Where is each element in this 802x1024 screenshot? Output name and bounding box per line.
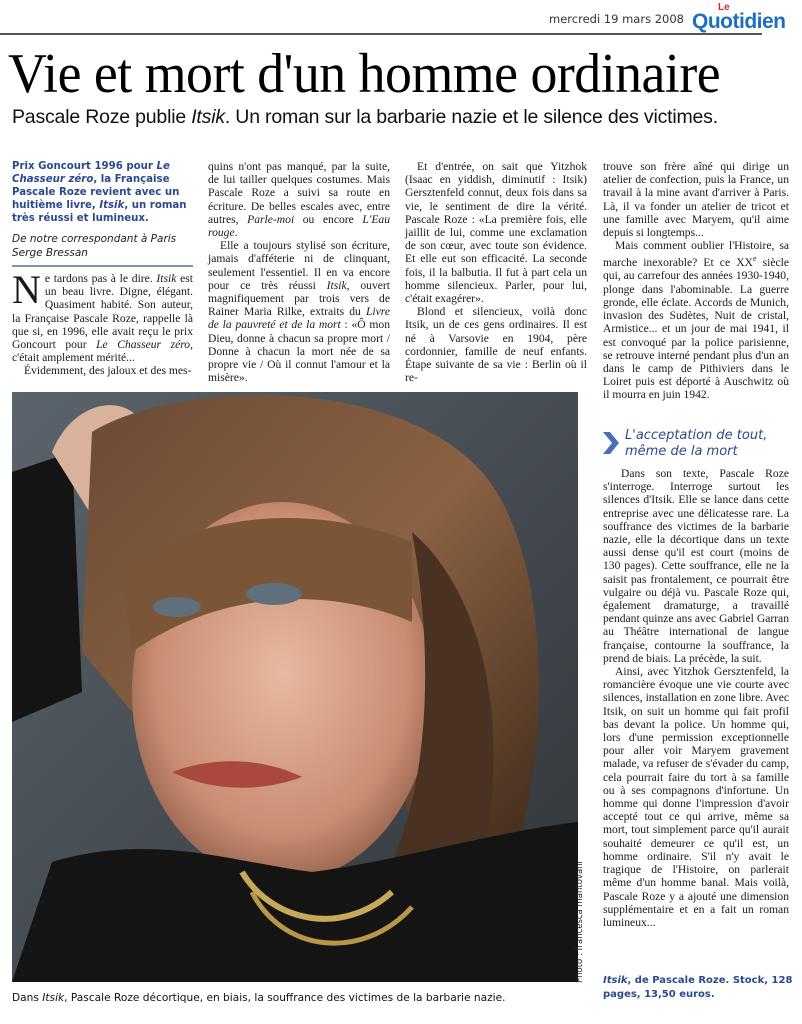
author-photo[interactable] [12, 392, 578, 982]
paragraph: Blond et silencieux, voilà donc Itsik, un de ces gens ordinaires. Il est né à Varsovie en 1904, père cordonnier, famille de neuf enfants. Étape suivante de sa vie : Berlin où il re- [405, 305, 587, 385]
article-column-2 [208, 160, 390, 384]
paragraph: Évidemment, des jaloux et des mes- [24, 364, 192, 378]
caption-text: , Pascale Roze décortique, en biais, la souffrance des victimes de la barbarie nazie. [64, 992, 506, 1004]
issue-date: mercredi 19 mars 2008 [549, 12, 684, 26]
masthead [0, 0, 802, 34]
book-info [603, 974, 793, 1001]
text: quins n'ont pas manqué, par la suite, de lui tailler quelques costumes. Mais Pascale Roze a suivi sa route en écriture. De belles escales avec, entre autres, [208, 160, 390, 226]
sleeve [12, 452, 82, 722]
text: ou encore [294, 212, 363, 226]
newspaper-logo[interactable] [692, 2, 788, 32]
text: siècle qui, au carrefour des années 1930-1940, plonge dans l'abominable. La guerre gronde, elle éclate. Accords de Munich, invasion des Sudètes, Nuit de cristal, Armistice... et un jour de mai 1941, il est convoqué par la police parisienne, se retrouve interné pendant plus d'un an dans le camp de Pithiviers dans le Loiret puis est déporté à Auschwitz où il mourra en juin 1942. [603, 256, 789, 402]
caption-text: Dans [12, 992, 43, 1004]
article-column-4 [603, 160, 789, 402]
text: . [234, 226, 238, 240]
text: : «Ô mon Dieu, donne à chacun sa propre mort / Donne à chacun la mort née de sa propre vie / Où il connut l'amour et la misère». [208, 318, 390, 385]
intro-book-title: Le Chasseur zéro [12, 161, 170, 185]
logo-name: Quotidien [692, 10, 786, 33]
paragraph: trouve son frère aîné qui dirige un atelier de confection, puis la France, un travail à la mine avant d'arriver à Paris. Là, il va fonder un atelier de tricot et une famille avec Maryem, qu'il aime depuis si longtemps... [603, 160, 789, 240]
article-column-4-continued [603, 467, 789, 929]
intro-text: , un roman très réussi et lumineux. [12, 200, 187, 224]
intro-text: , la Française Pascale Roze revient avec un huitième livre, [12, 174, 180, 211]
standfirst-after: . Un roman sur la barbarie nazie et le silence des victimes. [224, 106, 718, 128]
portrait-illustration [12, 392, 578, 982]
text: est un beau livre. Digne, élégant. Quasiment habité. Son auteur, la Française Pascale Roze, rappelle là que si, en 1996, elle avait reçu le prix Goncourt pour [12, 272, 193, 352]
superscript: e [752, 254, 757, 264]
logo-le: Le [718, 2, 730, 13]
paragraph [208, 239, 390, 384]
text: Mais comment oublier l'Histoire, sa marche inexorable? Et ce XX [603, 239, 789, 270]
paragraph [12, 267, 194, 365]
caption-italic: Itsik [42, 992, 65, 1004]
headline: Vie et mort d'un homme ordinaire [8, 43, 721, 105]
italic-text: Itsik [156, 272, 177, 285]
photo-credit: Photo : francesca mantovani [575, 861, 585, 983]
standfirst-italic: Itsik [191, 106, 225, 128]
photo-caption [12, 992, 505, 1004]
byline-author: Serge Bressan [12, 246, 88, 259]
article-column-1 [12, 267, 194, 378]
eye [153, 597, 201, 617]
subhead-text [625, 428, 767, 460]
paragraph: Ainsi, avec Yitzhok Gersztenfeld, la romancière évoque une vie courte avec silences, installation en zone libre. Avec Itsik, on suit un homme qui fait profil bas devant la police. Un homme qui, lors d'une permission exceptionnelle pour aller voir Maryem gravement malade, va refuser de s'évader du camp, cela pourrait faire du tort à sa famille ou à ses compagnons d'infortune. Un homme qui donne l'impression d'avoir accepté tout ce qui arrive, même sa mort, tout simplement parce qu'il aurait souhaité demeurer ce qu'il est, un homme ordinaire. S'il n'y avait le tragique de l'Histoire, on parlerait même d'un homme banal. Mais voilà, Pascale Roze y a ajouté une dimension supplémentaire et en a fait un roman lumineux... [603, 665, 789, 929]
text: , c'était amplement mérité... [12, 338, 194, 365]
article-column-3 [405, 160, 587, 384]
intro-chapo [12, 160, 193, 225]
byline [12, 233, 193, 260]
book-details: , de Pascale Roze. Stock, 128 pages, 13,50 euros. [603, 975, 793, 1000]
text: e tardons pas à le dire. [44, 272, 157, 285]
paragraph: Et d'entrée, on sait que Yitzhok (Isaac en yiddish, diminutif : Itsik) Gersztenfeld connut, deux fois dans sa vie, le sentiment de dire la vérité. Pascale Roze : «La première fois, elle jaillit de lui, comme une exclamation de son cœur, avec toute son évidence. Et elle eut son efficacité. La seconde fois, il la balbutia. Il fut à part cela un homme silencieux. Parler, pour lui, c'était exagérer». [405, 160, 587, 306]
subhead-line: L'acceptation de tout, [625, 428, 768, 443]
text: Elle a toujours stylisé son écriture, jamais d'afféterie ni de clinquant, seulement l'essentiel. Il en va encore pour ce très réussi [208, 239, 390, 292]
text: , ouvert magnifiquement par trois vers de Rainer Maria Rilke, extraits du [208, 278, 390, 319]
drop-cap: N [12, 267, 41, 312]
italic-text: Livre de la pauvreté et de la mort [208, 305, 390, 332]
italic-text: Le Chasseur zéro [96, 338, 191, 352]
paragraph [603, 239, 789, 401]
book-title: Itsik [603, 975, 628, 986]
intro-book-title: Itsik [99, 200, 125, 211]
italic-text: Parle-moi [247, 212, 295, 226]
paragraph: Dans son texte, Pascale Roze s'interroge. Interroge surtout les silences d'Itsik. Elle se lance dans cette entreprise avec une délicatesse rare. La souffrance des victimes de la barbarie nazie, elle la décortique dans un texte aussi dense qu'il est court (moins de 130 pages). Cette souffrance, elle ne la saisit pas frontalement, ce pourrait être vulgaire ou déjà vu. Pascale Roze qui, également dramaturge, a travaillé pendant quinze ans avec Gabriel Garran au Théâtre international de langue française, contourne la souffrance, la prend de biais. La précède, la suit. [603, 467, 789, 665]
italic-text: Itsik [326, 278, 347, 292]
standfirst [12, 106, 718, 129]
eye [246, 583, 302, 605]
intro-text: Prix Goncourt 1996 pour [12, 161, 157, 172]
italic-text: L'Eau rouge [208, 212, 390, 240]
byline-location: De notre correspondant à Paris [12, 233, 177, 245]
standfirst-before: Pascale Roze publie [12, 106, 192, 128]
masthead-rule [0, 33, 762, 35]
chevron-right-icon [603, 432, 619, 454]
subhead-line: même de la mort [625, 444, 738, 459]
paragraph [208, 160, 390, 239]
